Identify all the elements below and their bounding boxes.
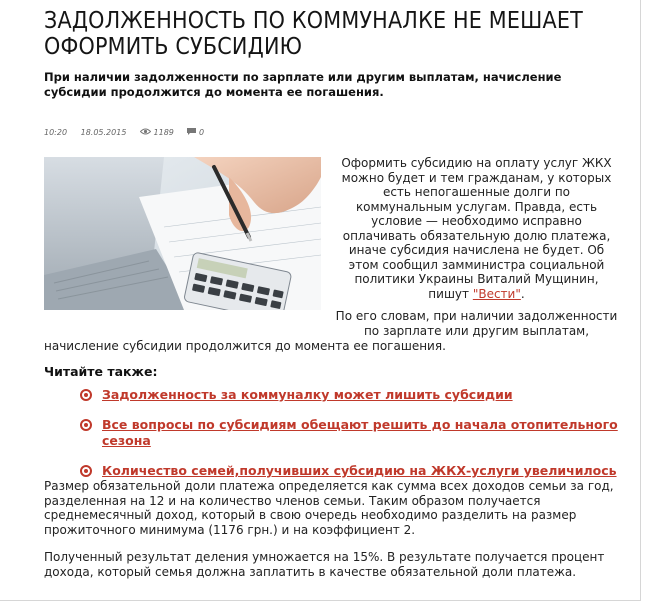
comment-icon[interactable] [187,128,199,137]
read-also-link[interactable]: Количество семей,получивших субсидию на ЖКХ-услуги увеличилось [102,463,617,478]
vesti-link[interactable]: "Вести" [472,286,521,301]
bullet-circle-icon [80,465,92,477]
paragraph-1 [334,156,619,301]
read-also-heading: Читайте также: [44,364,158,379]
bullet-circle-icon [80,419,92,431]
bullet-circle-icon [80,389,92,401]
article-meta [44,128,204,139]
eye-icon [140,128,154,137]
paragraph-2-part-2: начисление субсидии продолжится до момента ее погашения. [44,339,446,353]
meta-views: 1189 [153,128,174,137]
meta-time: 10:20 [44,128,68,137]
read-also-item [80,387,620,403]
paragraph-4: Полученный результат деления умножается на 15%. В результате получается процент дохода, который семья должна заплатить в качестве обязательной доли платежа. [44,550,605,579]
paragraph-1-text: Оформить субсидию на оплату услуг ЖКХ можно будет и тем гражданам, у которых есть непогашенные долги по коммунальным услугам. Правда, есть условие — необходимо исправно оплачивать обязательную долю платежа, иначе субсидия начислена не будет. Об этом сообщил замминистра социальной политики Украины Виталий Мущинин, пишут [341,156,612,301]
calculator-photo [44,157,321,310]
meta-date: 18.05.2015 [80,128,127,137]
read-also-item [80,417,620,449]
article-title: ЗАДОЛЖЕННОСТЬ ПО КОММУНАЛКЕ НЕ МЕШАЕТ ОФОРМИТЬ СУБСИДИЮ [44,8,583,60]
article-lead: При наличии задолженности по зарплате или другим выплатам, начисление субсидии продолжится до момента ее погашения. [44,70,562,99]
paragraph-2-part-1: По его словам, при наличии задолженности по зарплате или другим выплатам, [335,309,618,338]
read-also-link[interactable]: Задолженность за коммуналку может лишить субсидии [102,387,513,402]
paragraph-1-end: . [520,286,525,301]
read-also-link[interactable]: Все вопросы по субсидиям обещают решить до начала отопительного сезона [102,417,618,448]
paragraph-3: Размер обязательной доли платежа определяется как сумма всех доходов семьи за год, разделенная на 12 и на количество членов семьи. Таким образом получается среднемесячный доход, который в свою очередь необходимо разделить на размер прожиточного минимума (1176 грн.) и на коэффициент 2. [44,479,614,537]
meta-comments[interactable]: 0 [198,128,205,137]
read-also-list [80,387,620,493]
read-also-item [80,463,620,479]
